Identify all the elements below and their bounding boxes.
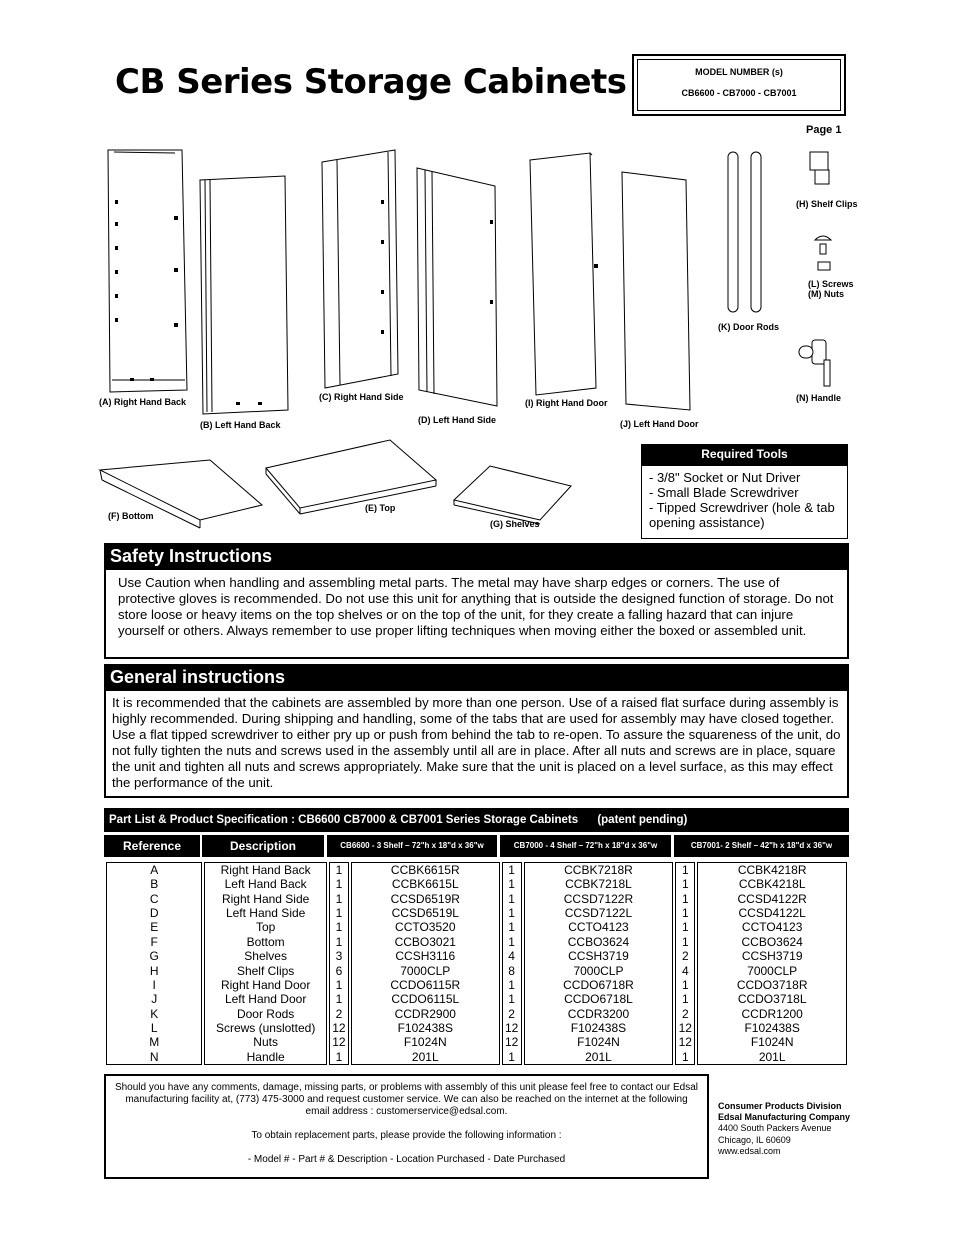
city-address: Chicago, IL 60609 <box>718 1134 791 1145</box>
part-label-d: (D) Left Hand Side <box>418 415 496 425</box>
table-row <box>106 1021 847 1035</box>
table-cell: 2 <box>329 1007 349 1021</box>
required-tools-list <box>641 465 848 539</box>
table-cell: 1 <box>675 877 695 891</box>
general-heading: General instructions <box>104 664 849 689</box>
table-cell: 2 <box>675 1007 695 1021</box>
table-cell: CCSD6519R <box>351 891 500 905</box>
part-label-j: (J) Left Hand Door <box>620 419 699 429</box>
table-cell: 201L <box>524 1050 674 1065</box>
table-row <box>106 906 847 920</box>
table-cell: CCDR2900 <box>351 1007 500 1021</box>
part-label-g: (G) Shelves <box>490 519 540 529</box>
table-cell: F102438S <box>697 1021 847 1035</box>
table-cell: 8 <box>502 963 522 977</box>
table-cell: CCSH3116 <box>351 949 500 963</box>
table-cell: F1024N <box>351 1035 500 1049</box>
table-cell: CCBK6615L <box>351 877 500 891</box>
table-cell: 1 <box>329 935 349 949</box>
table-cell: 12 <box>329 1035 349 1049</box>
tool-item: - Small Blade Screwdriver <box>649 485 799 500</box>
street-address: 4400 South Packers Avenue <box>718 1123 832 1134</box>
table-cell: D <box>106 906 202 920</box>
table-cell: CCTO4123 <box>524 920 674 934</box>
table-cell: 1 <box>502 992 522 1006</box>
part-label-l: (L) Screws <box>808 279 854 289</box>
page-title: CB Series Storage Cabinets <box>115 62 627 102</box>
table-cell: 6 <box>329 963 349 977</box>
part-label-e: (E) Top <box>365 503 396 513</box>
table-cell: 1 <box>329 992 349 1006</box>
table-cell: F1024N <box>524 1035 674 1049</box>
table-cell: CCSH3719 <box>697 949 847 963</box>
table-cell: CCDO6718L <box>524 992 674 1006</box>
contact-text: Should you have any comments, damage, missing parts, or problems with assembly of this unit please feel free to contact our Edsal manufacturing facility at, (773) 475-3000 and request customer service. We can also be reached on the internet at the following email address : customerservice@edsal.com. <box>114 1082 699 1117</box>
model-numbers: CB6600 - CB7000 - CB7001 <box>681 88 797 98</box>
part-label-h: (H) Shelf Clips <box>796 199 858 209</box>
table-cell: CCBK7218R <box>524 862 674 877</box>
table-row <box>106 963 847 977</box>
table-cell: CCDO6718R <box>524 978 674 992</box>
patent-note: (patent pending) <box>597 814 688 826</box>
table-cell: CCBK6615R <box>351 862 500 877</box>
table-cell: CCSD7122R <box>524 891 674 905</box>
table-cell: 1 <box>329 1050 349 1065</box>
table-cell: CCDO6115L <box>351 992 500 1006</box>
table-cell: CCTO3520 <box>351 920 500 934</box>
table-cell: 1 <box>329 906 349 920</box>
table-cell: CCBK7218L <box>524 877 674 891</box>
table-cell: 1 <box>502 978 522 992</box>
required-tools-heading: Required Tools <box>641 444 848 465</box>
table-row <box>106 1007 847 1021</box>
division-name: Consumer Products Division <box>718 1101 842 1111</box>
parts-list-title: Part List & Product Specification : CB6600 CB7000 & CB7001 Series Storage Cabinets <box>109 814 579 826</box>
table-cell: CCBK4218L <box>697 877 847 891</box>
table-cell: 1 <box>502 877 522 891</box>
part-label-b: (B) Left Hand Back <box>200 420 281 430</box>
table-cell: 1 <box>675 992 695 1006</box>
table-cell: Left Hand Side <box>204 906 327 920</box>
table-cell: 1 <box>329 978 349 992</box>
company-name: Edsal Manufacturing Company <box>718 1112 851 1123</box>
safety-heading: Safety Instructions <box>104 543 849 568</box>
table-cell: Shelves <box>204 949 327 963</box>
table-cell: E <box>106 920 202 934</box>
table-cell: 1 <box>329 920 349 934</box>
table-cell: 1 <box>329 891 349 905</box>
table-cell: CCSH3719 <box>524 949 674 963</box>
table-cell: Left Hand Door <box>204 992 327 1006</box>
table-cell: 3 <box>329 949 349 963</box>
table-cell: 7000CLP <box>524 963 674 977</box>
table-cell: 1 <box>675 978 695 992</box>
table-cell: 2 <box>502 1007 522 1021</box>
model-number-label: MODEL NUMBER (s) <box>695 67 783 77</box>
table-cell: 1 <box>675 935 695 949</box>
table-cell: F102438S <box>351 1021 500 1035</box>
table-cell: 12 <box>502 1021 522 1035</box>
table-row <box>106 891 847 905</box>
table-row <box>106 862 847 877</box>
table-cell: Shelf Clips <box>204 963 327 977</box>
part-label-n: (N) Handle <box>796 393 841 403</box>
table-row <box>106 877 847 891</box>
table-cell: F <box>106 935 202 949</box>
table-cell: Screws (unslotted) <box>204 1021 327 1035</box>
table-row <box>106 949 847 963</box>
part-label-c: (C) Right Hand Side <box>319 392 404 402</box>
table-cell: Right Hand Side <box>204 891 327 905</box>
parts-table <box>104 862 849 1065</box>
website: www.edsal.com <box>718 1145 781 1156</box>
table-cell: CCBO3624 <box>524 935 674 949</box>
table-cell: 1 <box>502 906 522 920</box>
table-cell: 12 <box>329 1021 349 1035</box>
table-cell: 1 <box>329 877 349 891</box>
table-cell: C <box>106 891 202 905</box>
table-cell: 12 <box>675 1035 695 1049</box>
table-cell: 1 <box>675 891 695 905</box>
table-cell: K <box>106 1007 202 1021</box>
table-cell: Door Rods <box>204 1007 327 1021</box>
table-cell: Left Hand Back <box>204 877 327 891</box>
table-cell: Right Hand Door <box>204 978 327 992</box>
table-cell: Handle <box>204 1050 327 1065</box>
table-row <box>106 1050 847 1065</box>
table-cell: 1 <box>502 1050 522 1065</box>
table-cell: 1 <box>502 920 522 934</box>
table-cell: 1 <box>502 862 522 877</box>
table-cell: 201L <box>697 1050 847 1065</box>
table-cell: CCDO3718R <box>697 978 847 992</box>
table-cell: Bottom <box>204 935 327 949</box>
table-cell: CCDO3718L <box>697 992 847 1006</box>
company-address <box>718 1101 850 1157</box>
table-cell: 1 <box>675 906 695 920</box>
table-cell: 7000CLP <box>351 963 500 977</box>
table-cell: B <box>106 877 202 891</box>
table-cell: 7000CLP <box>697 963 847 977</box>
table-row <box>106 935 847 949</box>
part-label-i: (I) Right Hand Door <box>525 398 608 408</box>
tool-item: - 3/8" Socket or Nut Driver <box>649 470 801 485</box>
tool-item: - Tipped Screwdriver (hole & tab opening assistance) <box>649 500 835 530</box>
table-cell: 1 <box>675 862 695 877</box>
table-cell: CCBO3021 <box>351 935 500 949</box>
table-cell: G <box>106 949 202 963</box>
table-cell: L <box>106 1021 202 1035</box>
table-cell: Top <box>204 920 327 934</box>
table-cell: F102438S <box>524 1021 674 1035</box>
table-cell: J <box>106 992 202 1006</box>
table-cell: I <box>106 978 202 992</box>
replacement-text: To obtain replacement parts, please provide the following information : <box>251 1130 562 1141</box>
table-cell: CCDR1200 <box>697 1007 847 1021</box>
table-cell: 1 <box>502 891 522 905</box>
table-cell: CCDO6115R <box>351 978 500 992</box>
table-cell: CCSD6519L <box>351 906 500 920</box>
table-cell: 4 <box>675 963 695 977</box>
col-header-reference: Reference <box>104 835 200 857</box>
table-cell: 1 <box>675 1050 695 1065</box>
page-number: Page 1 <box>806 124 842 136</box>
general-text: It is recommended that the cabinets are assembled by more than one person. Use of a raised flat surface during assembly is highly recommended. During shipping and handling, some of the tabs that are used for assembly may have closed together. Use a flat tipped screwdriver to either pry up or push from behind the tab to re-open. To assure the squareness of the unit, do not fully tighten the nuts and screws used in the assembly until all are in place. After all nuts and screws are in place, square the unit and tighten all nuts and screws appropriately. Make sure that the unit is placed on a level surface, as this may effect the performance of the unit. <box>104 689 849 798</box>
table-cell: CCSD7122L <box>524 906 674 920</box>
table-cell: 1 <box>675 920 695 934</box>
part-label-k: (K) Door Rods <box>718 322 779 332</box>
table-cell: A <box>106 862 202 877</box>
table-cell: N <box>106 1050 202 1065</box>
part-label-f: (F) Bottom <box>108 511 154 521</box>
col-header-cb6600: CB6600 - 3 Shelf – 72"h x 18"d x 36"w <box>327 835 497 857</box>
table-cell: 201L <box>351 1050 500 1065</box>
table-cell: Right Hand Back <box>204 862 327 877</box>
table-row <box>106 978 847 992</box>
parts-list-heading <box>104 808 849 832</box>
safety-text: Use Caution when handling and assembling metal parts. The metal may have sharp edges or corners. The use of protective gloves is recommended. Do not use this unit for anything that is outside the designed function of storage. Do not store loose or heavy items on the top shelves or on the top of the unit, for they create a falling hazard that can injure yourself or others. Always remember to use proper lifting techniques when moving either the boxed or assembled unit. <box>104 568 849 659</box>
table-cell: CCTO4123 <box>697 920 847 934</box>
table-cell: 2 <box>675 949 695 963</box>
table-cell: CCBK4218R <box>697 862 847 877</box>
table-cell: 12 <box>502 1035 522 1049</box>
contact-box <box>104 1074 709 1179</box>
part-label-m: (M) Nuts <box>808 289 844 299</box>
replacement-info-list: - Model # - Part # & Description - Location Purchased - Date Purchased <box>247 1154 566 1165</box>
table-row <box>106 920 847 934</box>
table-cell: CCDR3200 <box>524 1007 674 1021</box>
table-cell: H <box>106 963 202 977</box>
table-cell: F1024N <box>697 1035 847 1049</box>
table-cell: CCSD4122L <box>697 906 847 920</box>
table-cell: M <box>106 1035 202 1049</box>
col-header-description: Description <box>202 835 324 857</box>
col-header-cb7000: CB7000 - 4 Shelf – 72"h x 18"d x 36"w <box>500 835 671 857</box>
table-cell: 4 <box>502 949 522 963</box>
table-cell: CCSD4122R <box>697 891 847 905</box>
table-cell: 1 <box>502 935 522 949</box>
table-cell: Nuts <box>204 1035 327 1049</box>
table-cell: CCBO3624 <box>697 935 847 949</box>
col-header-cb7001: CB7001- 2 Shelf – 42"h x 18"d x 36"w <box>674 835 849 857</box>
table-row <box>106 1035 847 1049</box>
part-label-a: (A) Right Hand Back <box>99 397 187 407</box>
table-cell: 1 <box>329 862 349 877</box>
table-row <box>106 992 847 1006</box>
table-cell: 12 <box>675 1021 695 1035</box>
